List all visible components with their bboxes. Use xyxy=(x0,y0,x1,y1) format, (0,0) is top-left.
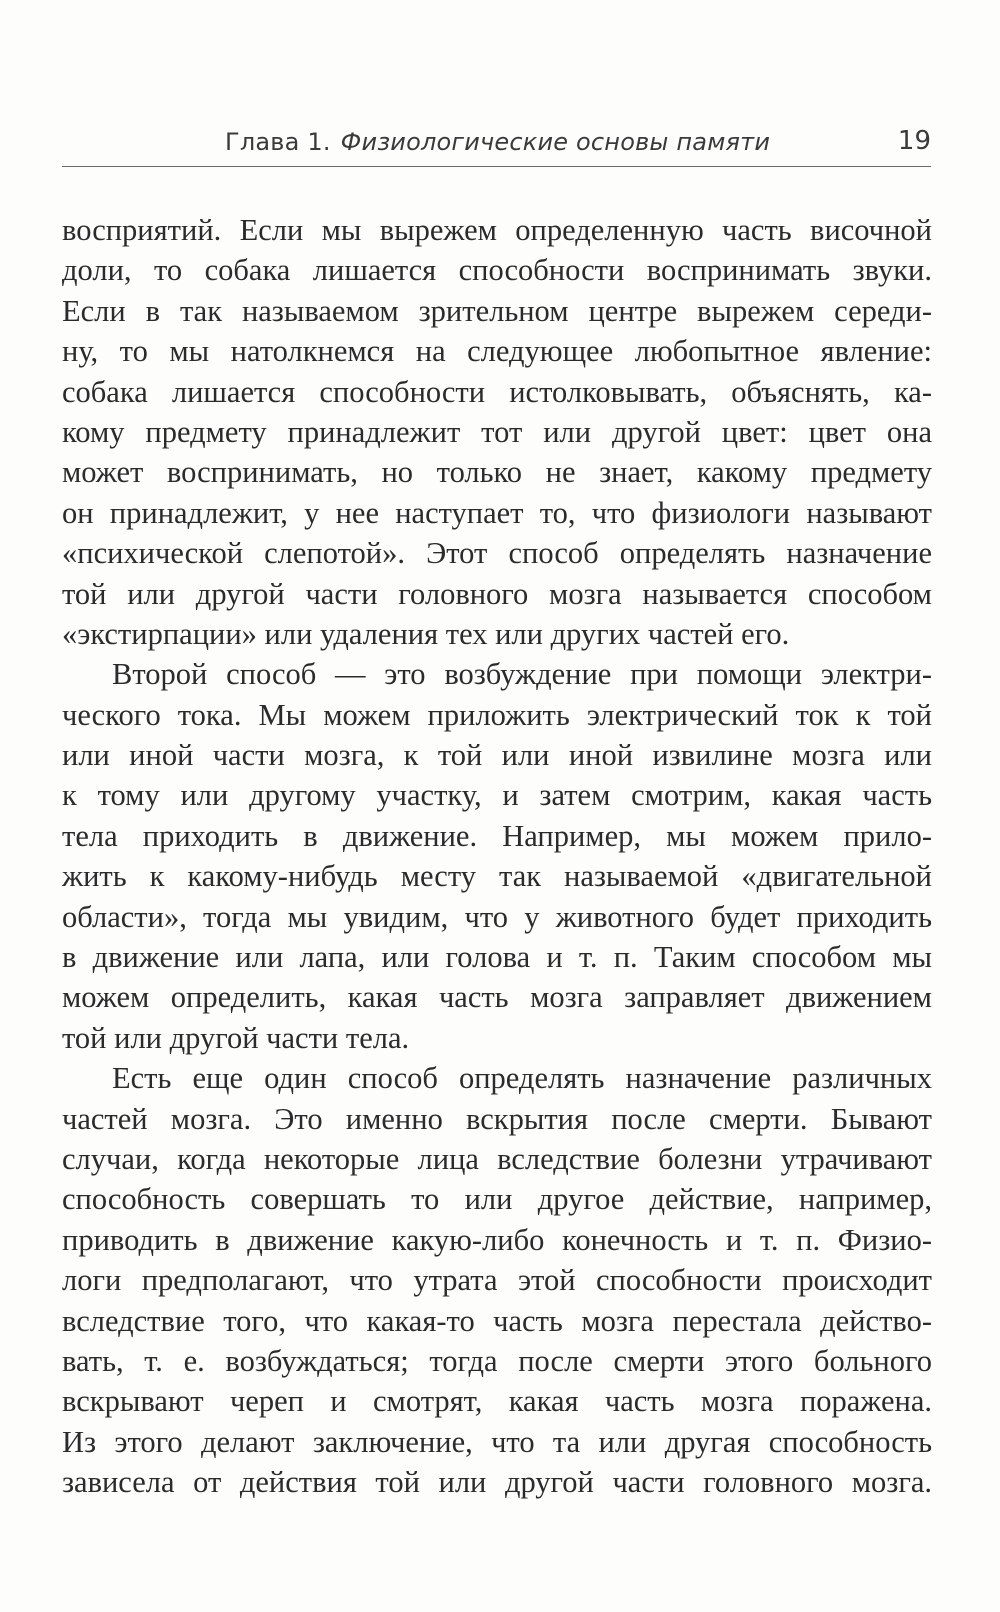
paragraph-1 xyxy=(62,210,932,654)
text-line: ну, то мы натолкнемся на следующее любопытное явление: xyxy=(62,334,932,369)
text-line: случаи, когда некоторые лица вследствие болезни утрачивают xyxy=(62,1141,932,1176)
paragraph-3 xyxy=(62,1058,932,1502)
text-line: зависела от действия той или другой части головного мозга. xyxy=(62,1465,932,1500)
text-line: вать, т. е. возбуждаться; тогда после смерти этого больного xyxy=(62,1343,932,1378)
page-number: 19 xyxy=(897,126,931,156)
text-line: жить к какому-нибудь месту так называемой «двигательной xyxy=(62,859,932,894)
text-line: «психической слепотой». Этот способ определять назначение xyxy=(62,536,932,571)
body-text xyxy=(62,210,932,1503)
text-line: способность совершать то или другое действие, например, xyxy=(62,1182,932,1217)
text-line: собака лишается способности истолковывать, объяснять, ка- xyxy=(62,374,932,409)
text-line: Если в так называемом зрительном центре вырежем середи- xyxy=(62,293,932,328)
chapter-heading xyxy=(225,128,770,156)
chapter-number: Глава 1. xyxy=(225,128,331,156)
text-line: той или другой части головного мозга называется способом xyxy=(62,576,932,611)
text-line: может воспринимать, но только не знает, какому предмету xyxy=(62,455,932,490)
paragraph-2 xyxy=(62,654,932,1058)
text-line: Из этого делают заключение, что та или другая способность xyxy=(62,1424,932,1459)
text-line: он принадлежит, у нее наступает то, что физиологи называют xyxy=(62,495,932,530)
chapter-title: Физиологические основы памяти xyxy=(340,128,771,156)
text-line: области», тогда мы увидим, что у животного будет приходить xyxy=(62,899,932,934)
text-line: логи предполагают, что утрата этой способности происходит xyxy=(62,1263,932,1298)
text-line: кому предмету принадлежит тот или другой цвет: цвет она xyxy=(62,414,932,449)
text-line: или иной части мозга, к той или иной извилине мозга или xyxy=(62,738,932,773)
text-line: к тому или другому участку, и затем смотрим, какая часть xyxy=(62,778,932,813)
text-line: ческого тока. Мы можем приложить электрический ток к той xyxy=(62,697,932,732)
text-line: Второй способ — это возбуждение при помощи электри- xyxy=(112,657,932,692)
text-line: вследствие того, что какая-то часть мозга перестала действо- xyxy=(62,1303,932,1338)
text-line: Есть еще один способ определять назначение различных xyxy=(112,1061,932,1096)
text-line: тела приходить в движение. Например, мы можем прило- xyxy=(62,818,932,853)
text-line: восприятий. Если мы вырежем определенную часть височной xyxy=(62,213,932,247)
text-line: в движение или лапа, или голова и т. п. Таким способом мы xyxy=(62,940,932,975)
text-line: частей мозга. Это именно вскрытия после смерти. Бывают xyxy=(62,1101,932,1136)
text-line: «экстирпации» или удаления тех или других частей его. xyxy=(62,616,790,651)
running-header xyxy=(62,124,931,167)
text-line: можем определить, какая часть мозга заправляет движением xyxy=(62,980,932,1015)
text-line: доли, то собака лишается способности воспринимать звуки. xyxy=(62,253,932,288)
text-line: вскрывают череп и смотрят, какая часть мозга поражена. xyxy=(62,1384,932,1419)
text-line: той или другой части тела. xyxy=(62,1020,410,1055)
text-line: приводить в движение какую-либо конечность и т. п. Физио- xyxy=(62,1222,932,1257)
